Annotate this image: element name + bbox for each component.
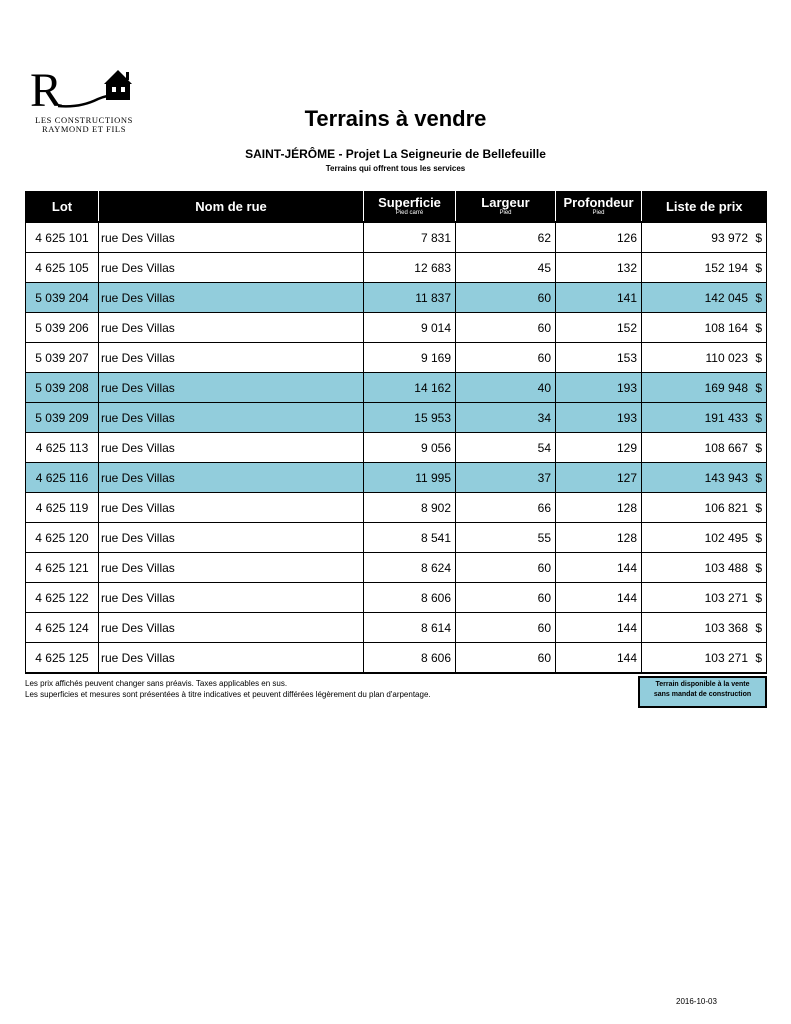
cell-street: rue Des Villas	[99, 583, 364, 613]
cell-area: 9 014	[364, 313, 456, 343]
cell-street: rue Des Villas	[99, 613, 364, 643]
cell-area: 8 902	[364, 493, 456, 523]
cell-price	[642, 553, 767, 583]
table-row	[26, 253, 767, 283]
highlight-legend	[638, 676, 767, 708]
cell-street: rue Des Villas	[99, 343, 364, 373]
cell-area: 8 614	[364, 613, 456, 643]
cell-width: 55	[456, 523, 556, 553]
cell-depth: 128	[556, 523, 642, 553]
cell-price	[642, 373, 767, 403]
price-value: 102 495	[704, 530, 748, 545]
cell-area: 14 162	[364, 373, 456, 403]
cell-depth: 144	[556, 643, 642, 674]
cell-width: 60	[456, 553, 556, 583]
table-header-row	[26, 191, 767, 222]
cell-depth: 193	[556, 373, 642, 403]
cell-lot: 4 625 101	[26, 222, 99, 253]
cell-area: 8 624	[364, 553, 456, 583]
cell-street: rue Des Villas	[99, 403, 364, 433]
project-subtitle: SAINT-JÉRÔME - Projet La Seigneurie de Bellefeuille	[245, 147, 546, 161]
currency-symbol: $	[755, 320, 762, 335]
cell-price	[642, 283, 767, 313]
svg-text:R: R	[30, 66, 63, 116]
logo-line-2: RAYMOND ET FILS	[41, 124, 127, 134]
price-value: 142 045	[704, 290, 748, 305]
cell-width: 34	[456, 403, 556, 433]
cell-lot: 5 039 208	[26, 373, 99, 403]
services-subtitle: Terrains qui offrent tous les services	[325, 164, 466, 173]
cell-street: rue Des Villas	[99, 553, 364, 583]
price-value: 93 972	[711, 230, 748, 245]
cell-depth: 128	[556, 493, 642, 523]
cell-depth: 126	[556, 222, 642, 253]
price-value: 169 948	[704, 380, 748, 395]
cell-depth: 132	[556, 253, 642, 283]
document-date: 2016-10-03	[676, 997, 717, 1006]
table-row	[26, 222, 767, 253]
note-prices: Les prix affichés peuvent changer sans préavis. Taxes applicables en sus.	[25, 679, 288, 688]
cell-lot: 4 625 105	[26, 253, 99, 283]
cell-area: 9 169	[364, 343, 456, 373]
table-row	[26, 493, 767, 523]
cell-street: rue Des Villas	[99, 643, 364, 674]
page-title: Terrains à vendre	[304, 106, 487, 131]
cell-depth: 153	[556, 343, 642, 373]
currency-symbol: $	[755, 440, 762, 455]
cell-depth: 144	[556, 613, 642, 643]
currency-symbol: $	[755, 410, 762, 425]
cell-area: 9 056	[364, 433, 456, 463]
table-row	[26, 403, 767, 433]
cell-price	[642, 523, 767, 553]
cell-street: rue Des Villas	[99, 283, 364, 313]
header-width	[456, 191, 556, 222]
price-value: 108 164	[704, 320, 748, 335]
header-street: Nom de rue	[99, 191, 364, 222]
currency-symbol: $	[755, 350, 762, 365]
price-value: 110 023	[705, 350, 748, 365]
header-area-label: Superficie	[378, 194, 441, 210]
cell-width: 45	[456, 253, 556, 283]
cell-width: 40	[456, 373, 556, 403]
cell-lot: 4 625 113	[26, 433, 99, 463]
cell-depth: 127	[556, 463, 642, 493]
table-row	[26, 283, 767, 313]
cell-lot: 4 625 121	[26, 553, 99, 583]
cell-lot: 5 039 209	[26, 403, 99, 433]
price-value: 103 488	[704, 560, 748, 575]
cell-area: 7 831	[364, 222, 456, 253]
cell-lot: 4 625 125	[26, 643, 99, 674]
cell-width: 54	[456, 433, 556, 463]
table-row	[26, 463, 767, 493]
currency-symbol: $	[755, 260, 762, 275]
table-row	[26, 583, 767, 613]
cell-price	[642, 403, 767, 433]
currency-symbol: $	[755, 620, 762, 635]
cell-street: rue Des Villas	[99, 313, 364, 343]
currency-symbol: $	[755, 530, 762, 545]
cell-depth: 129	[556, 433, 642, 463]
cell-price	[642, 253, 767, 283]
header-depth-unit: Pied	[592, 209, 605, 216]
cell-street: rue Des Villas	[99, 253, 364, 283]
cell-area: 11 995	[364, 463, 456, 493]
cell-lot: 4 625 120	[26, 523, 99, 553]
currency-symbol: $	[755, 470, 762, 485]
cell-width: 60	[456, 343, 556, 373]
price-value: 106 821	[704, 500, 748, 515]
currency-symbol: $	[755, 380, 762, 395]
price-value: 143 943	[704, 470, 748, 485]
cell-street: rue Des Villas	[99, 523, 364, 553]
legend-line-1: Terrain disponible à la vente	[655, 681, 750, 688]
table-row	[26, 613, 767, 643]
note-measurements: Les superficies et mesures sont présentées à titre indicatives et peuvent différées légèrement du plan d'arpentage.	[25, 690, 431, 699]
price-value: 191 433	[704, 410, 748, 425]
table-row	[26, 343, 767, 373]
table-row	[26, 433, 767, 463]
currency-symbol: $	[755, 500, 762, 515]
cell-street: rue Des Villas	[99, 222, 364, 253]
table-row	[26, 523, 767, 553]
currency-symbol: $	[755, 230, 762, 245]
logo-line-1: LES CONSTRUCTIONS	[35, 115, 133, 125]
cell-area: 8 541	[364, 523, 456, 553]
cell-lot: 4 625 119	[26, 493, 99, 523]
price-value: 103 368	[704, 620, 748, 635]
cell-price	[642, 433, 767, 463]
header-area	[364, 191, 456, 222]
cell-lot: 5 039 207	[26, 343, 99, 373]
cell-price	[642, 343, 767, 373]
currency-symbol: $	[755, 650, 762, 665]
cell-street: rue Des Villas	[99, 463, 364, 493]
cell-depth: 144	[556, 583, 642, 613]
cell-depth: 193	[556, 403, 642, 433]
cell-depth: 144	[556, 553, 642, 583]
cell-street: rue Des Villas	[99, 493, 364, 523]
cell-price	[642, 493, 767, 523]
currency-symbol: $	[755, 560, 762, 575]
table-row	[26, 553, 767, 583]
cell-lot: 4 625 116	[26, 463, 99, 493]
currency-symbol: $	[755, 290, 762, 305]
cell-lot: 4 625 124	[26, 613, 99, 643]
cell-street: rue Des Villas	[99, 373, 364, 403]
currency-symbol: $	[755, 590, 762, 605]
price-value: 103 271	[704, 650, 748, 665]
price-value: 108 667	[704, 440, 748, 455]
price-value: 103 271	[704, 590, 748, 605]
lots-table	[25, 191, 767, 674]
cell-width: 66	[456, 493, 556, 523]
table-row	[26, 313, 767, 343]
header-width-label: Largeur	[481, 194, 530, 210]
cell-depth: 141	[556, 283, 642, 313]
table-row	[26, 373, 767, 403]
cell-width: 60	[456, 643, 556, 674]
cell-width: 60	[456, 283, 556, 313]
header-depth	[556, 191, 642, 222]
cell-price	[642, 643, 767, 674]
cell-price	[642, 583, 767, 613]
cell-price	[642, 463, 767, 493]
header-depth-label: Profondeur	[563, 194, 634, 210]
cell-street: rue Des Villas	[99, 433, 364, 463]
cell-lot: 4 625 122	[26, 583, 99, 613]
cell-area: 8 606	[364, 583, 456, 613]
header-width-unit: Pied	[499, 209, 512, 216]
cell-width: 37	[456, 463, 556, 493]
cell-price	[642, 613, 767, 643]
header-area-unit: Pied carré	[395, 209, 424, 216]
cell-depth: 152	[556, 313, 642, 343]
header-price: Liste de prix	[642, 191, 767, 222]
cell-lot: 5 039 204	[26, 283, 99, 313]
cell-area: 8 606	[364, 643, 456, 674]
cell-area: 15 953	[364, 403, 456, 433]
cell-width: 60	[456, 613, 556, 643]
cell-area: 12 683	[364, 253, 456, 283]
cell-area: 11 837	[364, 283, 456, 313]
legend-line-2: sans mandat de construction	[653, 691, 752, 698]
cell-lot: 5 039 206	[26, 313, 99, 343]
cell-price	[642, 313, 767, 343]
cell-width: 60	[456, 313, 556, 343]
table-row	[26, 643, 767, 674]
cell-width: 60	[456, 583, 556, 613]
cell-price	[642, 222, 767, 253]
price-value: 152 194	[704, 260, 748, 275]
cell-width: 62	[456, 222, 556, 253]
disclaimer-notes	[25, 678, 431, 700]
header-lot: Lot	[26, 191, 99, 222]
